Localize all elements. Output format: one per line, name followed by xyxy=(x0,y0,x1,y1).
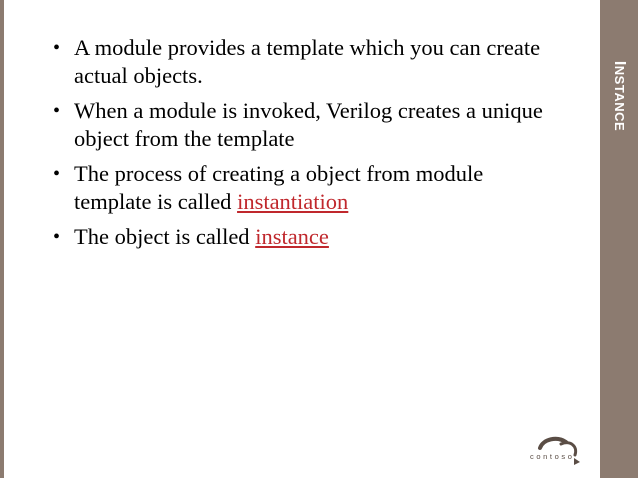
bullet-text: When a module is invoked, Verilog creates a unique object from the template xyxy=(74,98,543,151)
bullet-item xyxy=(53,223,553,251)
bullet-item xyxy=(53,160,553,216)
bullet-text: A module provides a template which you can create actual objects. xyxy=(74,35,541,88)
bullet-list xyxy=(53,34,553,258)
left-accent-bar xyxy=(0,0,4,478)
bullet-item xyxy=(53,97,553,153)
slide-title-initial: I xyxy=(611,60,628,66)
bullet-text: The object is called xyxy=(74,224,256,249)
slide-title xyxy=(610,61,628,131)
slide-title-rest: NSTANCE xyxy=(612,65,627,132)
instance-link[interactable]: instance xyxy=(255,224,329,249)
bullet-item xyxy=(53,34,553,90)
instantiation-link[interactable]: instantiation xyxy=(237,189,349,214)
bullet-text: The process of creating a object from module template is called xyxy=(74,161,484,214)
right-title-bar xyxy=(600,0,638,478)
contoso-logo xyxy=(530,434,586,472)
logo-text: contoso xyxy=(530,452,575,461)
